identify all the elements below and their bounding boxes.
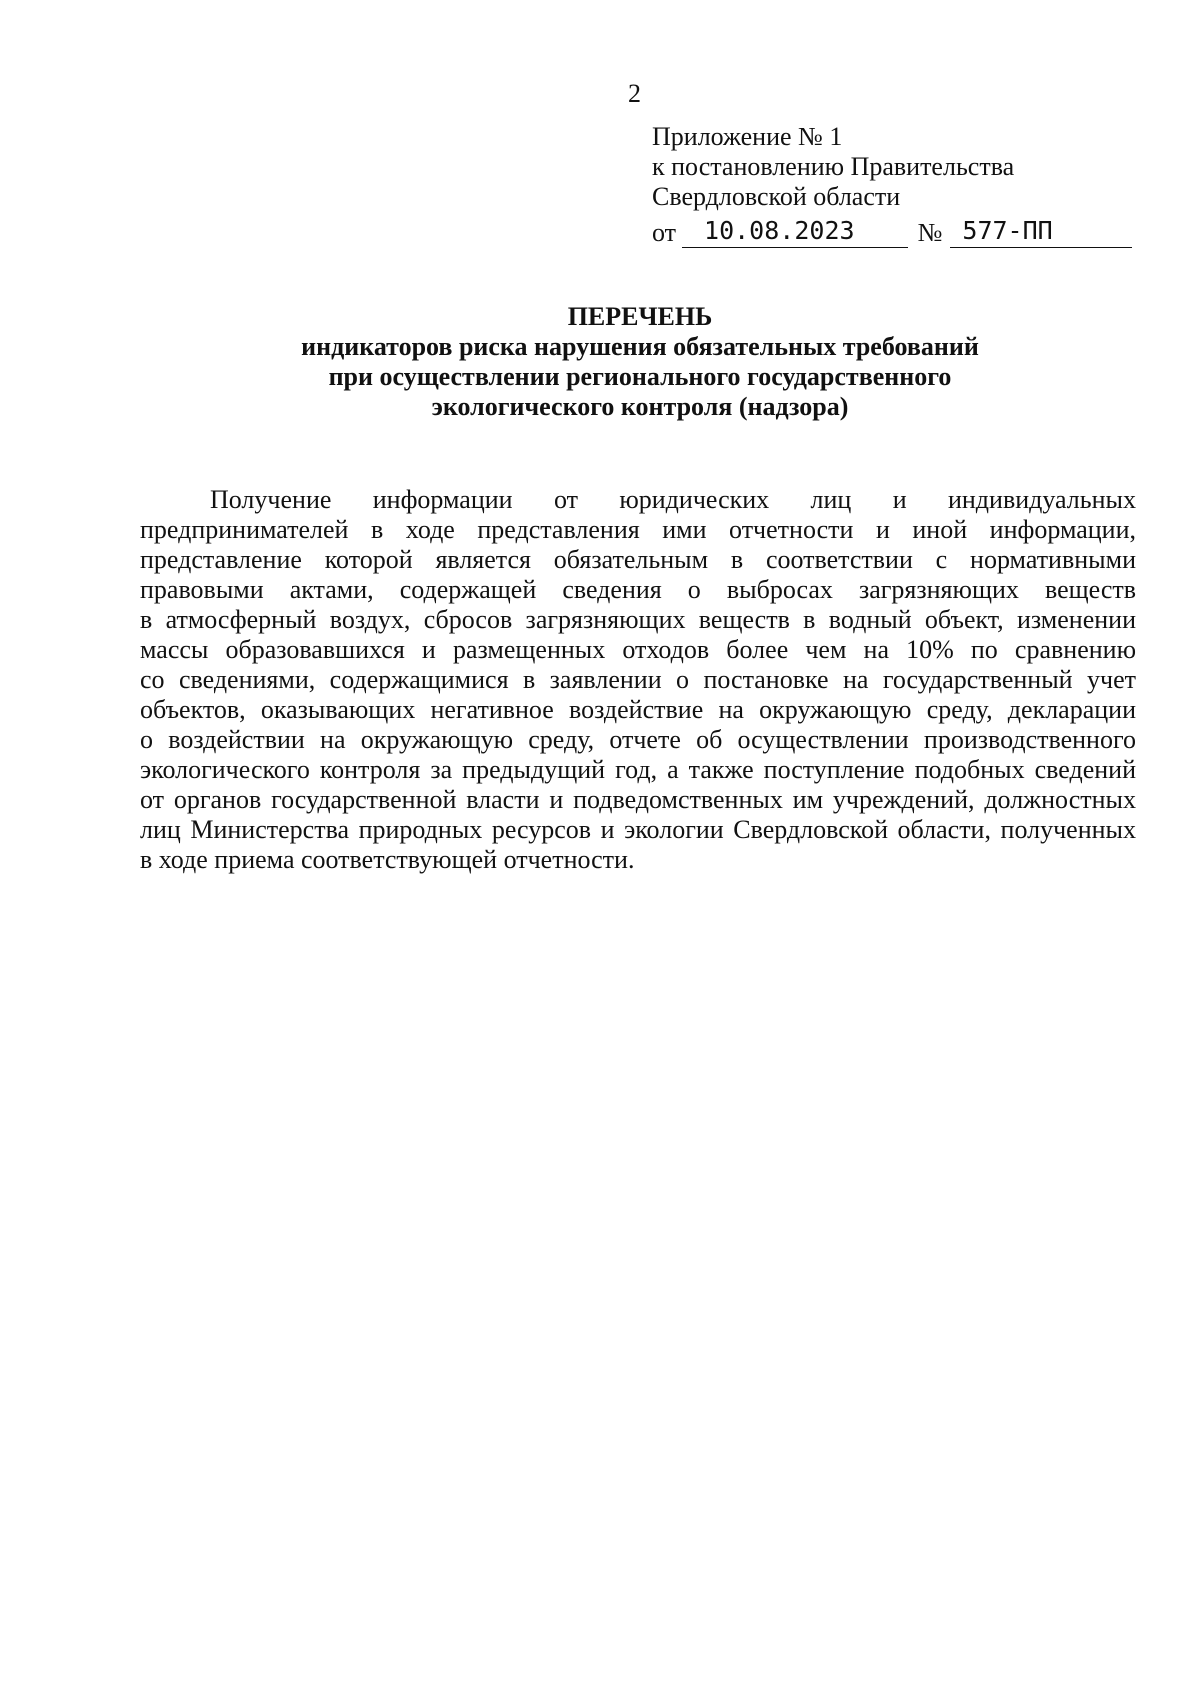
appendix-region: Свердловской области bbox=[652, 182, 901, 211]
paragraph-line: лиц Министерства природных ресурсов и экологии Свердловской области, полученных bbox=[140, 815, 1136, 844]
paragraph-line: правовыми актами, содержащей сведения о выбросах загрязняющих веществ bbox=[140, 575, 1136, 604]
number-field: 577-ПП bbox=[950, 218, 1132, 248]
paragraph-line: Получение информации от юридических лиц и индивидуальных bbox=[210, 485, 1136, 514]
document-heading bbox=[140, 302, 1140, 422]
paragraph-line: массы образовавшихся и размещенных отходов более чем на 10% по сравнению bbox=[140, 635, 1136, 664]
date-prefix: от bbox=[652, 218, 677, 247]
registration-line bbox=[652, 212, 1132, 248]
heading-title: ПЕРЕЧЕНЬ bbox=[567, 302, 713, 331]
appendix-title: Приложение № 1 bbox=[652, 122, 843, 151]
paragraph-line: в атмосферный воздух, сбросов загрязняющих веществ в водный объект, изменении bbox=[140, 605, 1136, 634]
heading-line-1: индикаторов риска нарушения обязательных требований bbox=[301, 332, 979, 361]
date-field: 10.08.2023 bbox=[682, 218, 908, 248]
paragraph-line: экологического контроля за предыдущий год, а также поступление подобных сведений bbox=[140, 755, 1136, 784]
paragraph-line: представление которой является обязательным в соответствии с нормативными bbox=[140, 545, 1136, 574]
paragraph-line: от органов государственной власти и подведомственных им учреждений, должностных bbox=[140, 785, 1136, 814]
paragraph-line: объектов, оказывающих негативное воздействие на окружающую среду, декларации bbox=[140, 695, 1136, 724]
appendix-reference: к постановлению Правительства bbox=[652, 152, 1015, 181]
appendix-block bbox=[652, 122, 1132, 248]
paragraph-line: в ходе приема соответствующей отчетности. bbox=[140, 845, 635, 874]
heading-line-2: при осуществлении регионального государственного bbox=[328, 362, 952, 391]
paragraph-line: со сведениями, содержащимися в заявлении о постановке на государственный учет bbox=[140, 665, 1136, 694]
paragraph-line: о воздействии на окружающую среду, отчете об осуществлении производственного bbox=[140, 725, 1136, 754]
heading-line-3: экологического контроля (надзора) bbox=[431, 392, 849, 421]
number-prefix: № bbox=[917, 218, 943, 247]
page-number: 2 bbox=[628, 79, 641, 108]
body-paragraph bbox=[140, 485, 1136, 875]
paragraph-line: предпринимателей в ходе представления ими отчетности и иной информации, bbox=[140, 515, 1136, 544]
